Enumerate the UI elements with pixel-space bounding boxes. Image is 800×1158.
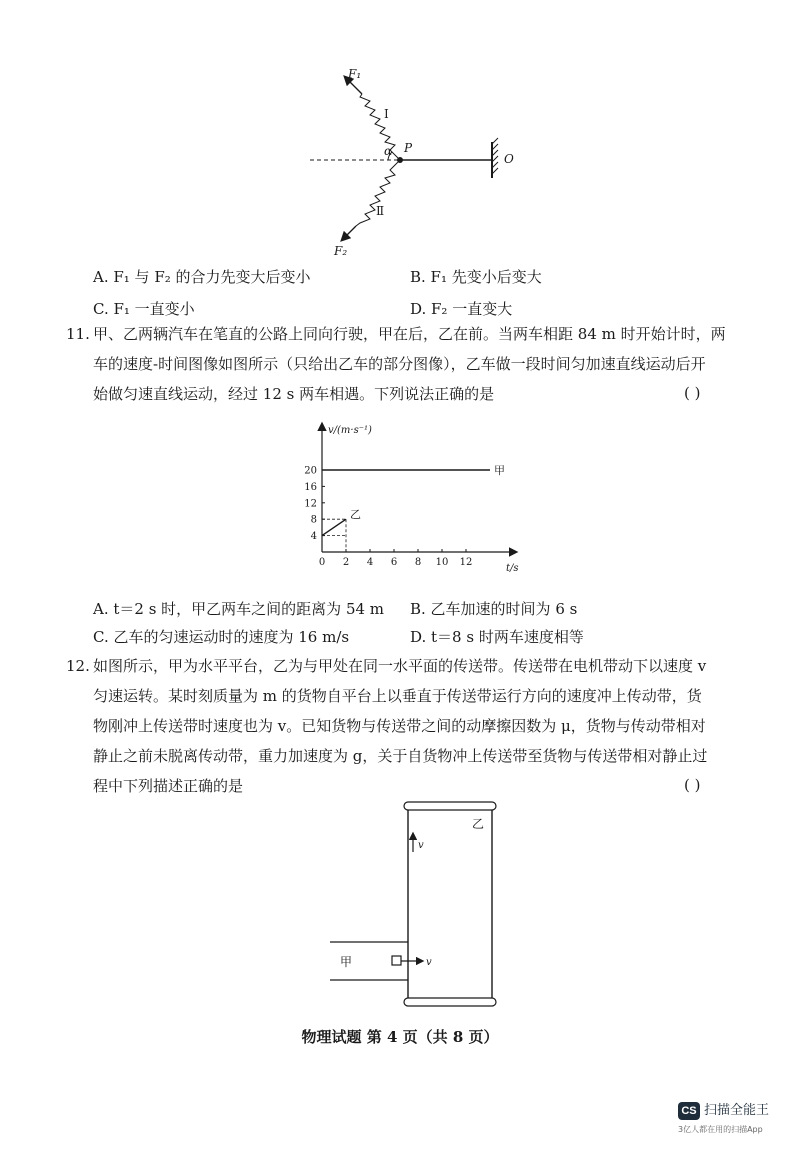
y-tick-label: 16 — [304, 481, 317, 493]
scanner-badge-icon: CS — [678, 1102, 700, 1120]
q10-option-a[interactable]: A. F₁ 与 F₂ 的合力先变大后变小 — [93, 268, 311, 286]
f2-arrow — [342, 226, 356, 240]
q12-line-4: 静止之前未脱离传动带，重力加速度为 g，关于自货物冲上传送带至货物与传送带相对静止过 — [93, 747, 708, 765]
page-footer: 物理试题 第 4 页（共 8 页） — [301, 1028, 499, 1046]
q12-line-5: 程中下列描述正确的是 — [93, 777, 244, 795]
point-p — [397, 157, 403, 163]
q11-option-c[interactable]: C. 乙车的匀速运动时的速度为 16 m/s — [93, 628, 350, 646]
x-tick-label: 10 — [435, 557, 449, 568]
q12-line-2: 匀速运转。某时刻质量为 m 的货物自平台上以垂直于传送带运行方向的速度冲上传动带，货 — [93, 687, 702, 705]
o-label: O — [504, 152, 514, 166]
x-tick-label: 4 — [366, 557, 374, 568]
f2-label: F₂ — [334, 244, 348, 258]
q11-line-3: 始做匀速直线运动，经过 12 s 两车相遇。下列说法正确的是 — [93, 385, 495, 403]
x-tick-label: 2 — [342, 557, 350, 568]
q11-option-b[interactable]: B. 乙车加速的时间为 6 s — [410, 600, 578, 618]
q12-conveyor-diagram — [326, 796, 516, 1012]
q11-vt-chart — [296, 418, 536, 580]
q11-option-d[interactable]: D. t＝8 s 时两车速度相等 — [410, 628, 584, 646]
spring-1-label: Ⅰ — [384, 107, 389, 121]
y-tick-label: 20 — [304, 465, 317, 477]
q11-line-2: 车的速度-时间图像如图所示（只给出乙车的部分图像），乙车做一段时间匀加速直线运动后开 — [93, 355, 706, 373]
platform-label: 甲 — [340, 955, 353, 969]
belt-velocity-label: v — [418, 840, 424, 851]
q12-number: 12. — [66, 657, 90, 675]
spring-1 — [360, 94, 398, 158]
scanner-title: 扫描全能王 — [704, 1103, 770, 1118]
q11-line-1: 甲、乙两辆汽车在笔直的公路上同向行驶，甲在后，乙在前。当两车相距 84 m 时开始计时，两 — [93, 325, 726, 343]
f1-label: F₁ — [348, 67, 362, 81]
x-axis-label: t/s — [506, 563, 519, 574]
y-tick-label: 8 — [310, 514, 317, 526]
q11-option-a[interactable]: A. t＝2 s 时，甲乙两车之间的距离为 54 m — [93, 600, 385, 618]
q10-option-b[interactable]: B. F₁ 先变小后变大 — [410, 268, 542, 286]
cargo-velocity-label: v — [426, 957, 432, 968]
belt-label: 乙 — [472, 817, 485, 831]
scanner-subtitle: 3亿人都在用的扫描App — [678, 1125, 763, 1134]
q12-line-1: 如图所示，甲为水平平台，乙为与甲处在同一水平面的传送带。传送带在电机带动下以速度 v — [93, 657, 707, 675]
p-label: P — [404, 141, 413, 155]
alpha-label: α — [384, 144, 393, 158]
belt-body — [408, 806, 492, 1002]
q12-line-3: 物刚冲上传送带时速度也为 v。已知货物与传送带之间的动摩擦因数为 μ，货物与传动带相对 — [93, 717, 706, 735]
x-tick-label: 0 — [318, 557, 326, 568]
x-tick-label: 12 — [459, 557, 473, 568]
y-tick-label: 12 — [304, 498, 317, 510]
x-tick-label: 8 — [414, 557, 422, 568]
cargo-box — [392, 956, 401, 965]
q10-force-diagram — [300, 60, 530, 260]
series-label-yi: 乙 — [350, 508, 361, 522]
q10-option-d[interactable]: D. F₂ 一直变大 — [410, 300, 513, 318]
y-tick-label: 4 — [310, 531, 317, 543]
bottom-roller — [404, 998, 496, 1006]
scanner-watermark — [676, 1100, 796, 1140]
y-axis-label: v/(m·s⁻¹) — [328, 425, 372, 436]
q11-answer-paren[interactable]: ( ) — [684, 384, 701, 402]
q12-answer-paren[interactable]: ( ) — [684, 776, 701, 794]
series-line-yi — [322, 519, 346, 535]
q11-number: 11. — [66, 325, 90, 343]
top-roller — [404, 802, 496, 810]
series-label-jia: 甲 — [494, 464, 505, 477]
q10-option-c[interactable]: C. F₁ 一直变小 — [93, 300, 195, 318]
spring-2-label: Ⅱ — [376, 204, 385, 218]
x-tick-label: 6 — [390, 557, 398, 568]
